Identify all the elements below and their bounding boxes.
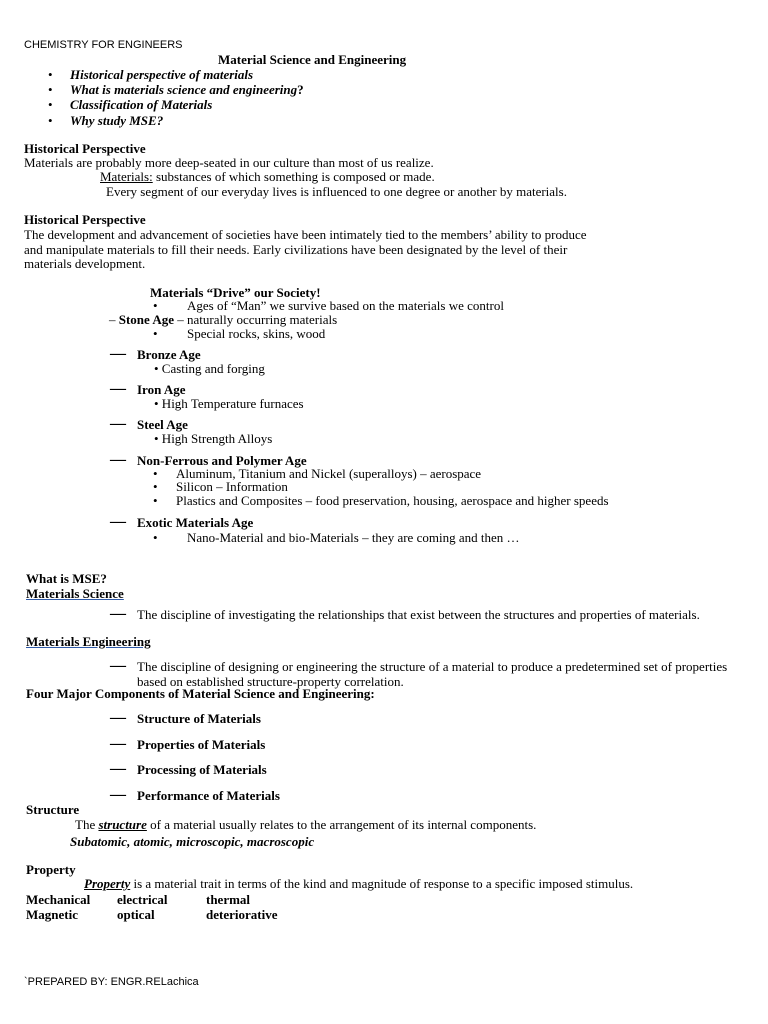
component-item: Properties of Materials — [137, 737, 266, 752]
materials-engineering-heading: Materials Engineering — [26, 634, 151, 649]
age-item: Special rocks, skins, wood — [187, 326, 326, 341]
section-heading: What is MSE? — [26, 571, 107, 586]
stone-age-line: – Stone Age – naturally occurring materials — [109, 312, 338, 327]
bullet-icon: • — [153, 479, 158, 494]
property-type: Mechanical — [26, 892, 91, 907]
outline-item: Classification of Materials — [70, 97, 213, 112]
property-type: Magnetic — [26, 907, 78, 922]
prepared-by-footer: `PREPARED BY: ENGR.RELachica — [24, 976, 199, 988]
bullet-icon: • — [48, 97, 53, 112]
paragraph-line: Materials are probably more deep-seated in our culture than most of us realize. — [24, 155, 434, 170]
component-item: Performance of Materials — [137, 788, 280, 803]
section-heading: Four Major Components of Material Science and Engineering: — [26, 686, 375, 701]
property-type: deteriorative — [206, 907, 278, 922]
ages-intro: Ages of “Man” we survive based on the materials we control — [187, 298, 504, 313]
property-type: electrical — [117, 892, 168, 907]
bullet-icon: • — [153, 466, 158, 481]
paragraph-line: materials development. — [24, 256, 146, 271]
section-heading: Historical Perspective — [24, 141, 146, 156]
age-title: Non-Ferrous and Polymer Age — [137, 453, 307, 468]
bullet-icon: • — [153, 493, 158, 508]
materials-science-definition: The discipline of investigating the relationships that exist between the structures and properties of materials. — [137, 607, 700, 622]
section-heading: Historical Perspective — [24, 212, 146, 227]
age-title: Bronze Age — [137, 347, 201, 362]
document-title: Material Science and Engineering — [218, 52, 407, 67]
paragraph-line: Every segment of our everyday lives is influenced to one degree or another by materials. — [106, 184, 567, 199]
property-type: optical — [117, 907, 155, 922]
materials-engineering-definition: The discipline of designing or engineering the structure of a material to produce a predetermined set of properties based on established structure-property correlation. — [137, 659, 728, 689]
structure-scales: Subatomic, atomic, microscopic, macroscopic — [70, 834, 315, 849]
dash-icon: — — [110, 760, 126, 777]
section-heading: Structure — [26, 802, 80, 817]
age-item: Plastics and Composites – food preservation, housing, aerospace and higher speeds — [176, 493, 609, 508]
dash-icon: — — [110, 380, 126, 397]
structure-term: structure — [98, 817, 147, 832]
structure-definition: The structure of a material usually relates to the arrangement of its internal components. — [75, 817, 537, 832]
bullet-icon: • — [48, 82, 53, 97]
bullet-icon: • — [48, 113, 53, 128]
outline-item: What is materials science and engineering? — [70, 82, 304, 97]
age-title: Exotic Materials Age — [137, 515, 254, 530]
dash-icon: — — [110, 415, 126, 432]
dash-icon: — — [110, 345, 126, 362]
age-title: Steel Age — [137, 417, 188, 432]
bullet-icon: • — [153, 326, 158, 341]
dash-icon: — — [110, 735, 126, 752]
age-item: • Casting and forging — [154, 361, 265, 376]
age-title: Stone Age — [118, 312, 174, 327]
dash-icon: — — [110, 513, 126, 530]
age-title: Iron Age — [137, 382, 186, 397]
dash-icon: — — [110, 709, 126, 726]
property-type: thermal — [206, 892, 251, 907]
section-heading: Property — [26, 862, 76, 877]
materials-science-heading: Materials Science — [26, 586, 124, 601]
outline-item: Historical perspective of materials — [70, 67, 254, 82]
dash-icon: — — [110, 451, 126, 468]
bullet-icon: • — [153, 530, 158, 545]
age-item: Nano-Material and bio-Materials – they are coming and then … — [187, 530, 520, 545]
materials-definition: Materials: substances of which something is composed or made. — [100, 169, 435, 184]
paragraph-line: and manipulate materials to fill their needs. Early civilizations have been designated by the level of their — [24, 242, 568, 257]
course-header: CHEMISTRY FOR ENGINEERS — [24, 39, 183, 51]
property-definition: Property is a material trait in terms of the kind and magnitude of response to a specific imposed stimulus. — [84, 876, 634, 891]
ages-heading: Materials “Drive” our Society! — [150, 285, 321, 300]
dash-icon: — — [110, 605, 126, 622]
materials-term: Materials: — [100, 169, 153, 184]
paragraph-line: The development and advancement of societies have been intimately tied to the members’ ability to produce — [24, 227, 587, 242]
age-item: Aluminum, Titanium and Nickel (superalloys) – aerospace — [176, 466, 482, 481]
component-item: Structure of Materials — [137, 711, 261, 726]
dash-icon: — — [110, 786, 126, 803]
property-term: Property — [84, 876, 131, 891]
outline-item: Why study MSE? — [70, 113, 164, 128]
age-item: • High Temperature furnaces — [154, 396, 304, 411]
age-item: Silicon – Information — [176, 479, 288, 494]
bullet-icon: • — [48, 67, 53, 82]
component-item: Processing of Materials — [137, 762, 267, 777]
dash-icon: — — [110, 657, 126, 674]
bullet-icon: • — [153, 298, 158, 313]
age-item: • High Strength Alloys — [154, 431, 273, 446]
